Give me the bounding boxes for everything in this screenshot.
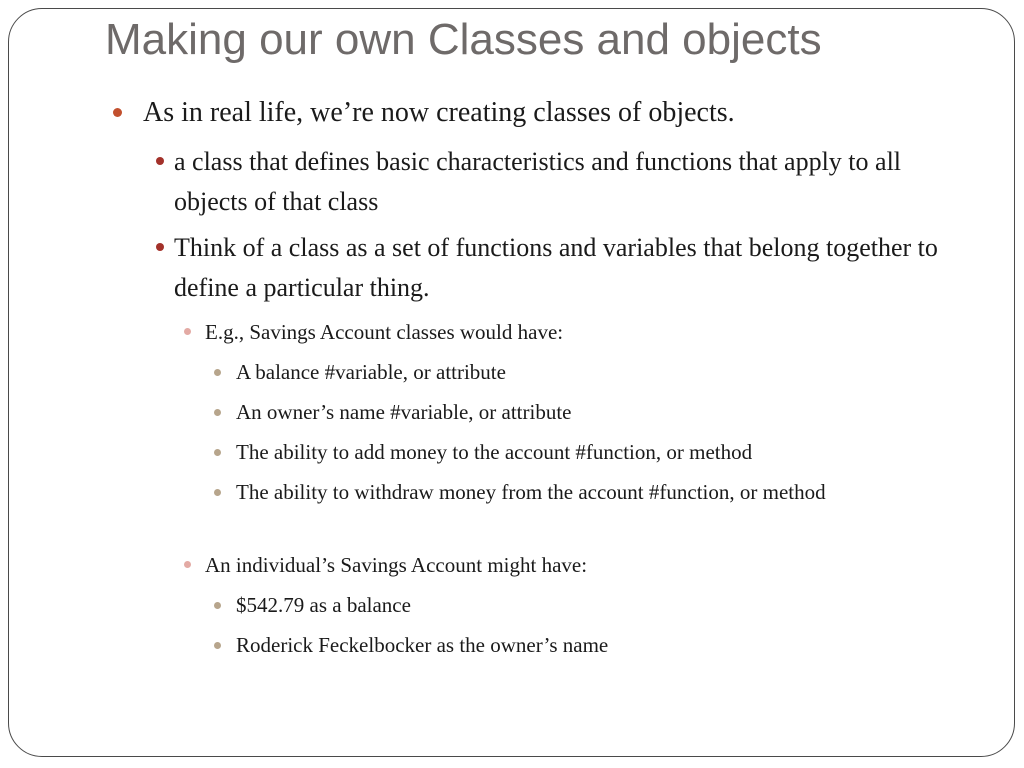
bullet-text: The ability to add money to the account #function, or method bbox=[236, 440, 753, 464]
bullet-dot-icon bbox=[184, 328, 191, 335]
bullet-text: As in real life, we’re now creating classes of objects. bbox=[143, 97, 735, 128]
bullet-dot-icon bbox=[156, 243, 164, 251]
bullet-dot-icon bbox=[214, 409, 221, 416]
bullet-item bbox=[214, 355, 934, 389]
bullet-item bbox=[214, 588, 934, 622]
bullet-dot-icon bbox=[214, 449, 221, 456]
bullet-dot-icon bbox=[214, 369, 221, 376]
bullet-item bbox=[214, 628, 934, 662]
bullet-dot-icon bbox=[214, 602, 221, 609]
bullet-dot-icon bbox=[214, 489, 221, 496]
bullet-text: Roderick Feckelbocker as the owner’s name bbox=[236, 633, 609, 657]
bullet-dot-icon bbox=[156, 157, 164, 165]
bullet-text: A balance #variable, or attribute bbox=[236, 360, 506, 384]
bullet-dot-icon bbox=[184, 561, 191, 568]
bullet-item bbox=[214, 435, 934, 469]
bullet-item bbox=[113, 96, 983, 130]
bullet-item bbox=[156, 142, 956, 222]
bullet-item bbox=[184, 317, 954, 347]
bullet-item bbox=[214, 395, 934, 429]
bullet-text: E.g., Savings Account classes would have: bbox=[205, 320, 564, 344]
bullet-dot-icon bbox=[113, 108, 122, 117]
bullet-item bbox=[214, 475, 934, 509]
bullet-text: Think of a class as a set of functions and variables that belong together to define a particular thing. bbox=[174, 233, 938, 302]
bullet-dot-icon bbox=[214, 642, 221, 649]
bullet-text: The ability to withdraw money from the account #function, or method bbox=[236, 480, 826, 504]
bullet-text: a class that defines basic characteristics and functions that apply to all objects of that class bbox=[174, 147, 902, 216]
bullet-item bbox=[156, 228, 956, 308]
bullet-item bbox=[184, 550, 954, 580]
bullet-text: An individual’s Savings Account might have: bbox=[205, 553, 588, 577]
slide-title: Making our own Classes and objects bbox=[105, 15, 822, 64]
bullet-text: An owner’s name #variable, or attribute bbox=[236, 400, 572, 424]
bullet-text: $542.79 as a balance bbox=[236, 593, 411, 617]
